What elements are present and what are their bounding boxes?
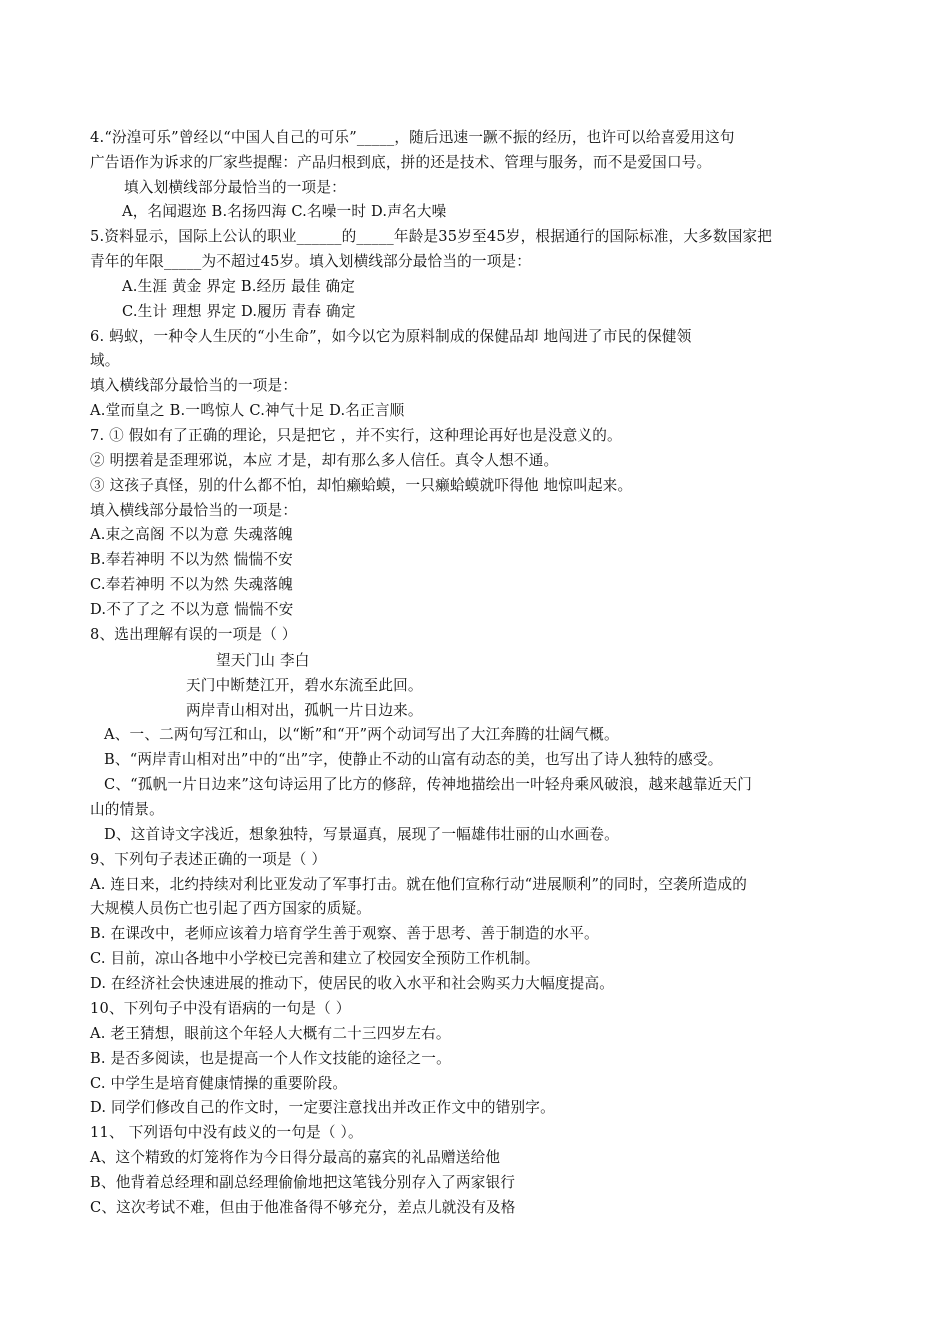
q7-option-a: A.束之高阁 不以为意 失魂落魄 [90,526,293,543]
q11-prompt: 11、 下列语句中没有歧义的一句是（ ）。 [90,1124,363,1141]
q8-option-b: B、“两岸青山相对出”中的“出”字，使静止不动的山富有动态的美，也写出了诗人独特的感受。 [104,751,723,768]
q4-options: A，名闻遐迩 B.名扬四海 C.名噪一时 D.声名大噪 [122,203,447,220]
q5-line-1: 5.资料显示，国际上公认的职业______的_____年龄是35岁至45岁，根据通行的国际标准，大多数国家把 [90,228,773,245]
q9-option-a-line-1: A. 连日来，北约持续对利比亚发动了军事打击。就在他们宣称行动“进展顺利”的同时，空袭所造成的 [90,876,748,893]
q5-options-cd: C.生计 理想 界定 D.履历 青春 确定 [122,303,356,320]
q5-line-2: 青年的年限_____为不超过45岁。填入划横线部分最恰当的一项是： [90,253,532,270]
q4-instruction: 填入划横线部分最恰当的一项是： [124,179,346,196]
q10-option-a: A. 老王猜想，眼前这个年轻人大概有二十三四岁左右。 [90,1025,451,1042]
q6-instruction: 填入横线部分最恰当的一项是： [90,377,298,394]
q10-option-c: C. 中学生是培育健康情操的重要阶段。 [90,1075,348,1092]
q4-line-1: 4.“汾湟可乐”曾经以“中国人自己的可乐”_____，随后迅速一蹶不振的经历，也许可以给喜爱用这句 [90,129,735,146]
q6-line-1: 6. 蚂蚁，一种令人生厌的“小生命”，如今以它为原料制成的保健品却 地闯进了市民的保健领 [90,328,692,345]
q7-option-c: C.奉若神明 不以为然 失魂落魄 [90,576,293,593]
q10-option-b: B. 是否多阅读，也是提高一个人作文技能的途径之一。 [90,1050,451,1067]
q11-option-c: C、这次考试不难，但由于他准备得不够充分，差点儿就没有及格 [90,1199,516,1216]
q6-line-2: 域。 [90,352,120,369]
poem-title: 望天门山 李白 [216,652,310,669]
q9-option-a-line-2: 大规模人员伤亡也引起了西方国家的质疑。 [90,900,372,917]
q8-option-c-line-2: 山的情景。 [90,801,164,818]
q7-option-b: B.奉若神明 不以为然 惴惴不安 [90,551,293,568]
q8-option-d: D、这首诗文字浅近，想象独特，写景逼真，展现了一幅雄伟壮丽的山水画卷。 [104,826,619,843]
q9-option-b: B. 在课改中，老师应该着力培育学生善于观察、善于思考、善于制造的水平。 [90,925,599,942]
q6-options: A.堂而皇之 B.一鸣惊人 C.神气十足 D.名正言顺 [90,402,405,419]
poem-line-2: 两岸青山相对出，孤帆一片日边来。 [186,702,423,719]
q8-option-c-line-1: C、“孤帆一片日边来”这句诗运用了比方的修辞，传神地描绘出一叶轻舟乘风破浪，越来越靠近天门 [104,776,753,793]
q5-options-ab: A.生涯 黄金 界定 B.经历 最佳 确定 [122,278,356,295]
q10-option-d: D. 同学们修改自己的作文时，一定要注意找出并改正作文中的错别字。 [90,1099,555,1116]
q7-instruction: 填入横线部分最恰当的一项是： [90,502,298,519]
q7-sentence-1: 7. ① 假如有了正确的理论，只是把它 ，并不实行，这种理论再好也是没意义的。 [90,427,622,444]
q9-option-c: C. 目前，凉山各地中小学校已完善和建立了校园安全预防工作机制。 [90,950,540,967]
q7-sentence-3: ③ 这孩子真怪，别的什么都不怕，却怕癞蛤蟆，一只癞蛤蟆就吓得他 地惊叫起来。 [90,477,633,494]
q11-option-a: A、这个精致的灯笼将作为今日得分最高的嘉宾的礼品赠送给他 [90,1149,501,1166]
q9-prompt: 9、下列句子表述正确的一项是（ ） [90,851,327,868]
q7-option-d: D.不了了之 不以为意 惴惴不安 [90,601,294,618]
q8-option-a: A、一、二两句写江和山，以“断”和“开”两个动词写出了大江奔腾的壮阔气概。 [104,726,619,743]
q7-sentence-2: ② 明摆着是歪理邪说，本应 才是，却有那么多人信任。真令人想不通。 [90,452,559,469]
q8-prompt: 8、选出理解有误的一项是（ ） [90,626,297,643]
q4-line-2: 广告语作为诉求的厂家些提醒：产品归根到底，拼的还是技术、管理与服务，而不是爱国口号。 [90,154,712,171]
q10-prompt: 10、下列句子中没有语病的一句是（ ） [90,1000,351,1017]
q9-option-d: D. 在经济社会快速进展的推动下，使居民的收入水平和社会购买力大幅度提高。 [90,975,615,992]
q11-option-b: B、他背着总经理和副总经理偷偷地把这笔钱分别存入了两家银行 [90,1174,516,1191]
poem-line-1: 天门中断楚江开，碧水东流至此回。 [186,677,423,694]
